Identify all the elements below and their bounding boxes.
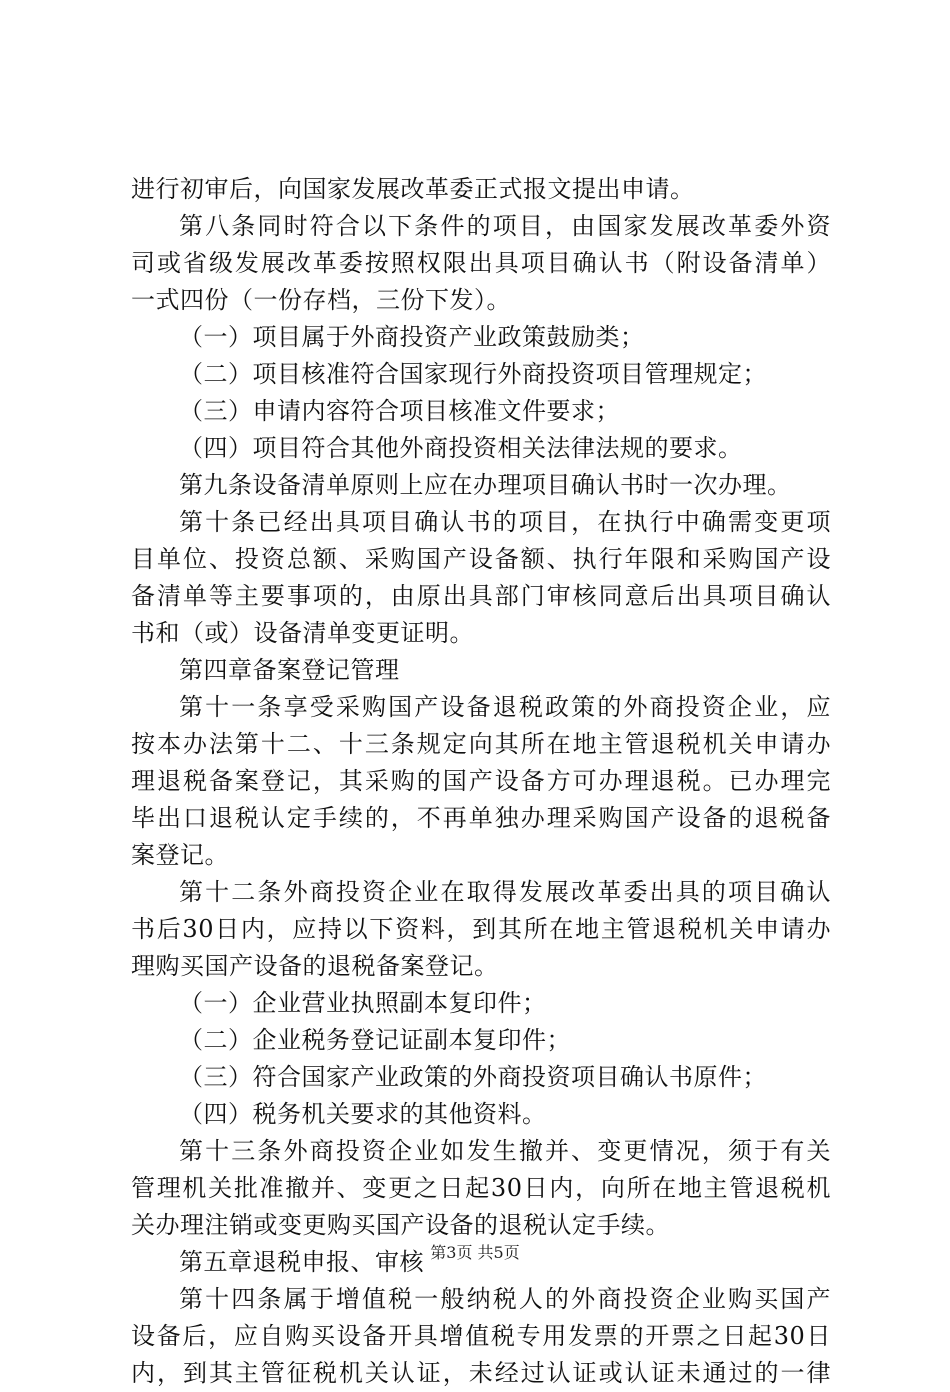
text-line: 进行初审后，向国家发展改革委正式报文提出申请。 bbox=[131, 175, 695, 203]
text-line: （四）税务机关要求的其他资料。 bbox=[179, 1100, 547, 1128]
text-line: 第十三条外商投资企业如发生撤并、变更情况，须于有关 bbox=[179, 1137, 831, 1165]
document-body bbox=[131, 171, 831, 1392]
text-line: 关办理注销或变更购买国产设备的退税认定手续。 bbox=[131, 1211, 670, 1239]
text-line: 理退税备案登记，其采购的国产设备方可办理退税。已办理完 bbox=[131, 767, 831, 795]
text-line: 第九条设备清单原则上应在办理项目确认书时一次办理。 bbox=[179, 471, 792, 499]
text-line: 目单位、投资总额、采购国产设备额、执行年限和采购国产设 bbox=[131, 545, 831, 573]
text-line: （一）项目属于外商投资产业政策鼓励类； bbox=[179, 323, 645, 351]
text-line: 第十一条享受采购国产设备退税政策的外商投资企业，应 bbox=[179, 693, 831, 721]
page-footer: 第3页 共5页 bbox=[430, 1243, 520, 1262]
text-line: （二）项目核准符合国家现行外商投资项目管理规定； bbox=[179, 360, 767, 388]
text-line: （三）申请内容符合项目核准文件要求； bbox=[179, 397, 620, 425]
text-line: （二）企业税务登记证副本复印件； bbox=[179, 1026, 571, 1054]
text-line: 第五章退税申报、审核 bbox=[179, 1248, 424, 1276]
text-line: 案登记。 bbox=[131, 841, 229, 869]
text-line: 按本办法第十二、十三条规定向其所在地主管退税机关申请办 bbox=[131, 730, 831, 758]
text-line: 第八条同时符合以下条件的项目，由国家发展改革委外资 bbox=[179, 212, 831, 240]
text-line: （三）符合国家产业政策的外商投资项目确认书原件； bbox=[179, 1063, 767, 1091]
text-line: 备清单等主要事项的，由原出具部门审核同意后出具项目确认 bbox=[131, 582, 831, 610]
text-line: 书和（或）设备清单变更证明。 bbox=[131, 619, 474, 647]
text-line: 一式四份（一份存档，三份下发）。 bbox=[131, 286, 511, 314]
text-line: 司或省级发展改革委按照权限出具项目确认书（附设备清单） bbox=[131, 249, 831, 277]
text-line: （一）企业营业执照副本复印件； bbox=[179, 989, 547, 1017]
text-line: 书后30日内，应持以下资料，到其所在地主管退税机关申请办 bbox=[131, 915, 831, 943]
text-line: 第十四条属于增值税一般纳税人的外商投资企业购买国产 bbox=[179, 1285, 831, 1313]
text-line: 第十条已经出具项目确认书的项目，在执行中确需变更项 bbox=[179, 508, 831, 536]
text-line: 内，到其主管征税机关认证，未经过认证或认证未通过的一律 bbox=[131, 1359, 831, 1387]
text-line: 毕出口退税认定手续的，不再单独办理采购国产设备的退税备 bbox=[131, 804, 831, 832]
text-line: （四）项目符合其他外商投资相关法律法规的要求。 bbox=[179, 434, 743, 462]
text-line: 理购买国产设备的退税备案登记。 bbox=[131, 952, 499, 980]
text-line: 设备后，应自购买设备开具增值税专用发票的开票之日起30日 bbox=[131, 1322, 831, 1350]
text-line: 第四章备案登记管理 bbox=[179, 656, 400, 684]
text-line: 第十二条外商投资企业在取得发展改革委出具的项目确认 bbox=[179, 878, 831, 906]
text-line: 管理机关批准撤并、变更之日起30日内，向所在地主管退税机 bbox=[131, 1174, 831, 1202]
